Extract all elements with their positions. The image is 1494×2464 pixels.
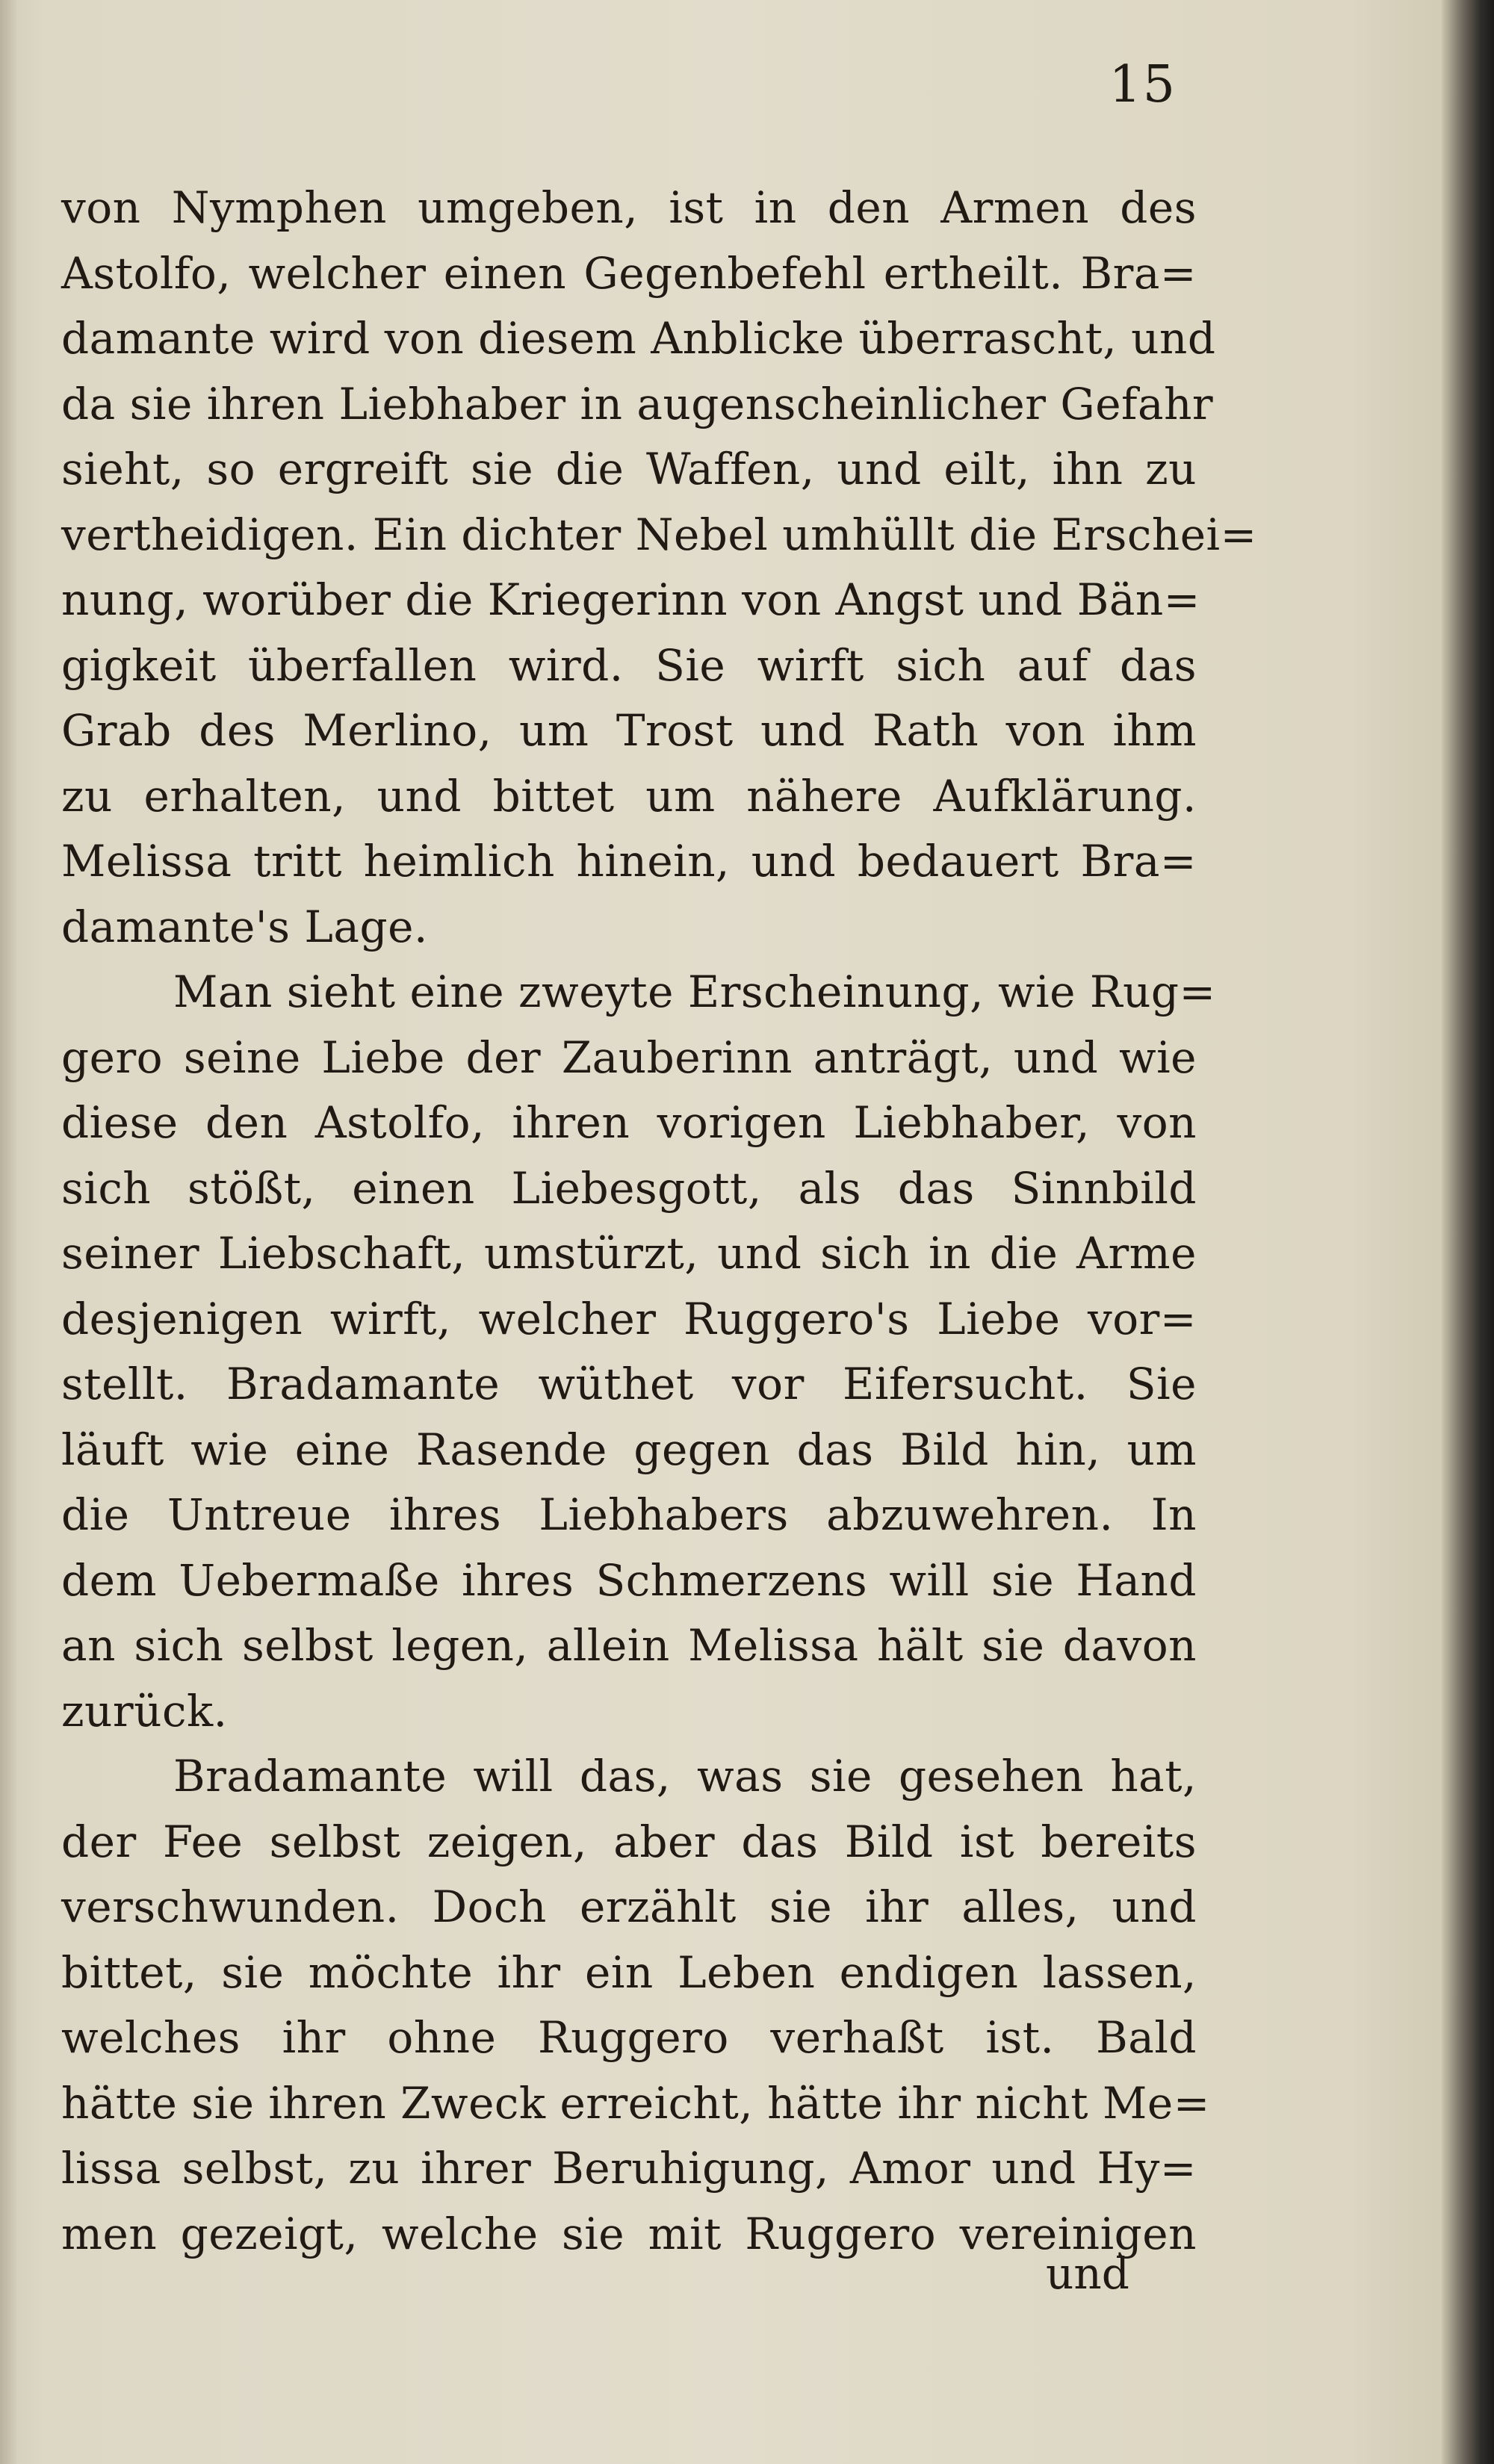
text-line: gigkeit überfallen wird. Sie wirft sich auf das (61, 639, 1197, 691)
text-line: zu erhalten, und bittet um nähere Aufklärung. (61, 770, 1197, 822)
page-number: 15 (1109, 55, 1177, 114)
text-line: welches ihr ohne Ruggero verhaßt ist. Bald (61, 2012, 1197, 2063)
text-line: verschwunden. Doch erzählt sie ihr alles, und (61, 1881, 1197, 1932)
catchword: und (1046, 2248, 1129, 2299)
text-line: zurück. (61, 1685, 228, 1737)
text-line: läuft wie eine Rasende gegen das Bild hin, um (61, 1424, 1197, 1475)
text-line: Man sieht eine zweyte Erscheinung, wie Rug= (173, 966, 1216, 1017)
text-line: Bradamante will das, was sie gesehen hat, (173, 1751, 1197, 1802)
page-edge (0, 0, 16, 2464)
text-line: nung, worüber die Kriegerinn von Angst und Bän= (61, 574, 1200, 625)
text-line: damante's Lage. (61, 901, 428, 952)
body-text (61, 176, 1257, 2267)
text-line: diese den Astolfo, ihren vorigen Liebhaber, von (61, 1097, 1197, 1148)
text-line: desjenigen wirft, welcher Ruggero's Liebe vor= (61, 1293, 1197, 1344)
text-line: Melissa tritt heimlich hinein, und bedauert Bra= (61, 836, 1197, 887)
text-line: der Fee selbst zeigen, aber das Bild ist bereits (61, 1816, 1197, 1867)
text-line: dem Uebermaße ihres Schmerzens will sie Hand (61, 1554, 1197, 1606)
text-line: Astolfo, welcher einen Gegenbefehl ertheilt. Bra= (61, 247, 1197, 299)
text-line: damante wird von diesem Anblicke überrascht, und (61, 313, 1216, 364)
text-line: bittet, sie möchte ihr ein Leben endigen lassen, (61, 1946, 1197, 1998)
text-line: hätte sie ihren Zweck erreicht, hätte ihr nicht Me= (61, 2077, 1210, 2129)
text-line: lissa selbst, zu ihrer Beruhigung, Amor und Hy= (61, 2143, 1197, 2194)
text-line: stellt. Bradamante wüthet vor Eifersucht. Sie (61, 1359, 1197, 1409)
text-line: gero seine Liebe der Zauberinn anträgt, und wie (61, 1031, 1197, 1083)
text-line: Grab des Merlino, um Trost und Rath von ihm (61, 705, 1197, 756)
text-line: von Nymphen umgeben, ist in den Armen des (61, 182, 1197, 233)
book-spine-shadow (1442, 0, 1494, 2464)
text-line: die Untreue ihres Liebhabers abzuwehren. In (61, 1489, 1197, 1540)
text-line: an sich selbst legen, allein Melissa hält sie davon (61, 1620, 1197, 1671)
text-line: da sie ihren Liebhaber in augenscheinlicher Gefahr (61, 378, 1214, 429)
text-line: men gezeigt, welche sie mit Ruggero vereinigen (61, 2208, 1197, 2259)
text-line: sich stößt, einen Liebesgott, als das Sinnbild (61, 1162, 1197, 1214)
text-line: seiner Liebschaft, umstürzt, und sich in die Arme (61, 1228, 1197, 1279)
text-line: sieht, so ergreift sie die Waffen, und eilt, ihn zu (61, 444, 1197, 494)
text-line: vertheidigen. Ein dichter Nebel umhüllt die Erschei= (61, 509, 1257, 560)
